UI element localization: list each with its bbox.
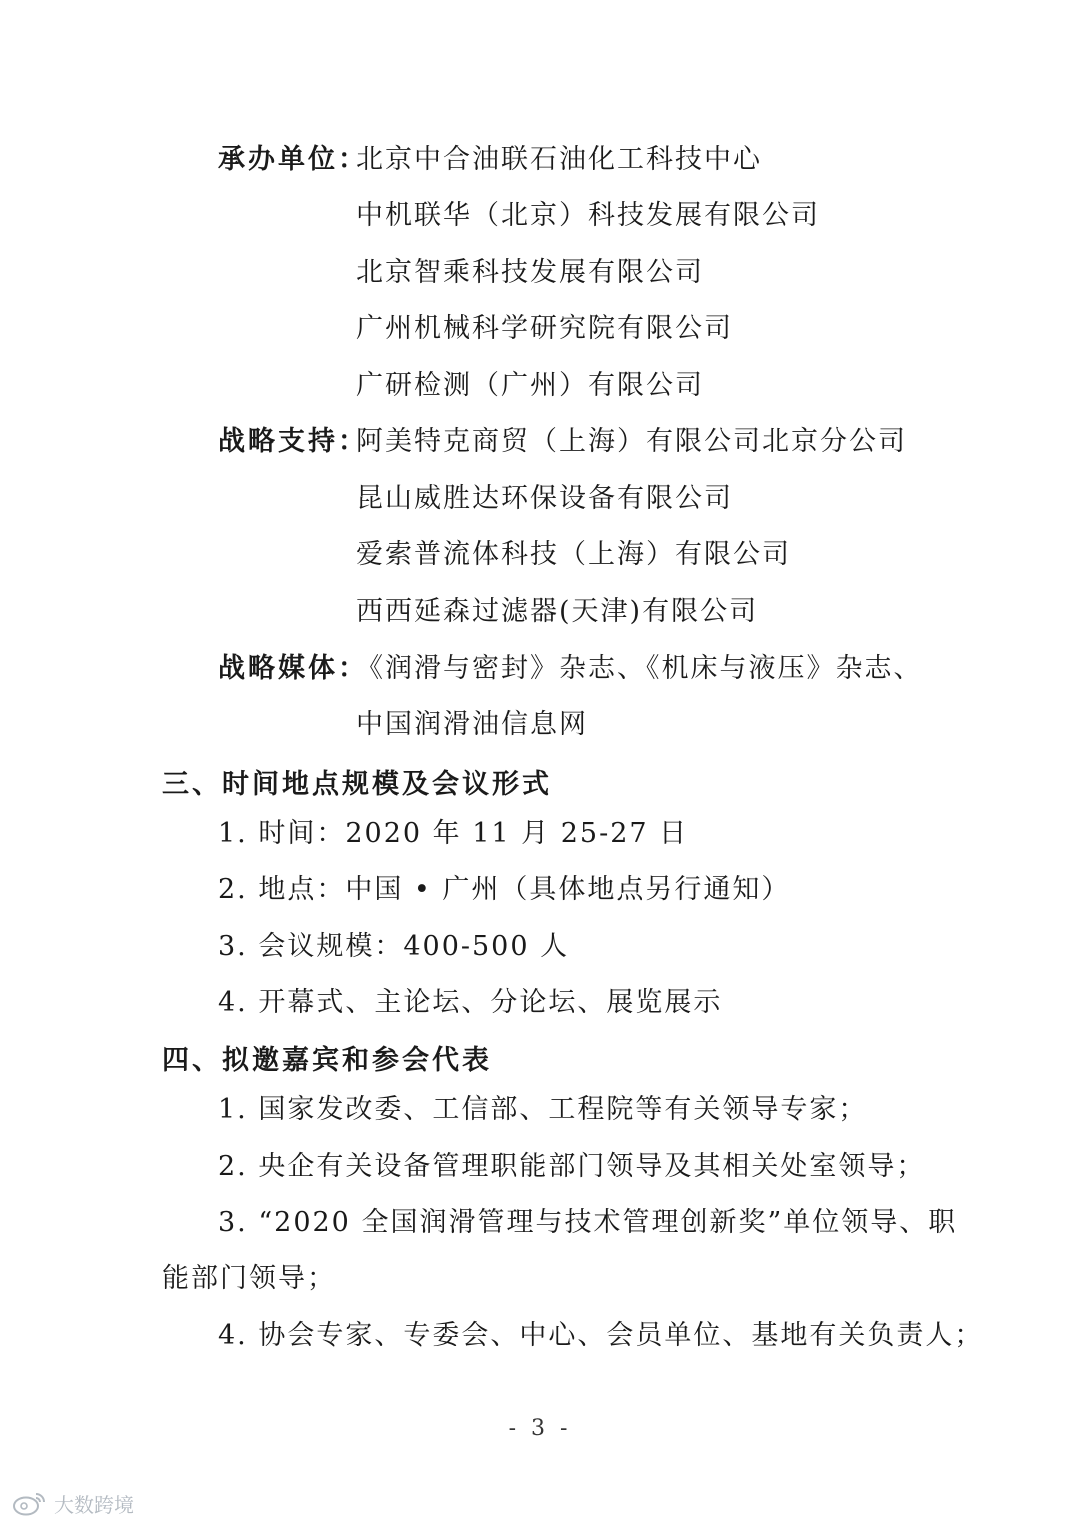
support-item: 昆山威胜达环保设备有限公司: [356, 483, 733, 514]
section-4-item-continuation: 能部门领导；: [162, 1263, 336, 1294]
organizer-item: 广研检测（广州）有限公司: [356, 370, 704, 401]
strategic-media-label: 战略媒体：: [218, 653, 368, 684]
page-number: - 3 -: [508, 1416, 572, 1441]
watermark: [12, 1488, 134, 1518]
support-item: 爱索普流体科技（上海）有限公司: [356, 539, 791, 570]
section-3-item: 4. 开幕式、主论坛、分论坛、展览展示: [218, 987, 723, 1018]
section-3-item: 2. 地点：中国 • 广州（具体地点另行通知）: [218, 874, 791, 905]
section-4-item: 2. 央企有关设备管理职能部门领导及其相关处室领导；: [218, 1151, 926, 1182]
section-4-item: 1. 国家发改委、工信部、工程院等有关领导专家；: [218, 1094, 868, 1125]
support-item: 阿美特克商贸（上海）有限公司北京分公司: [356, 426, 907, 457]
watermark-text: 大数跨境: [54, 1492, 134, 1517]
support-item: 西西延森过滤器(天津)有限公司: [356, 596, 759, 627]
organizer-item: 北京智乘科技发展有限公司: [356, 257, 704, 288]
media-item: 《润滑与密封》杂志、《机床与液压》杂志、: [356, 653, 923, 684]
section-3-item: 3. 会议规模：400-500 人: [218, 931, 570, 962]
section-4-item: 4. 协会专家、专委会、中心、会员单位、基地有关负责人；: [218, 1320, 984, 1351]
organizer-item: 北京中合油联石油化工科技中心: [356, 144, 762, 175]
organizers-label: 承办单位：: [218, 144, 368, 175]
weibo-logo-icon: [12, 1490, 48, 1516]
section-3-item: 1. 时间：2020 年 11 月 25-27 日: [218, 818, 689, 849]
organizer-item: 中机联华（北京）科技发展有限公司: [356, 200, 820, 231]
media-item: 中国润滑油信息网: [356, 709, 588, 740]
section-3-heading: 三、时间地点规模及会议形式: [162, 769, 552, 800]
section-4-item: 3. “2020 全国润滑管理与技术管理创新奖”单位领导、职: [218, 1207, 958, 1238]
organizer-item: 广州机械科学研究院有限公司: [356, 313, 733, 344]
strategic-support-label: 战略支持：: [218, 426, 368, 457]
section-4-heading: 四、拟邀嘉宾和参会代表: [162, 1045, 492, 1076]
